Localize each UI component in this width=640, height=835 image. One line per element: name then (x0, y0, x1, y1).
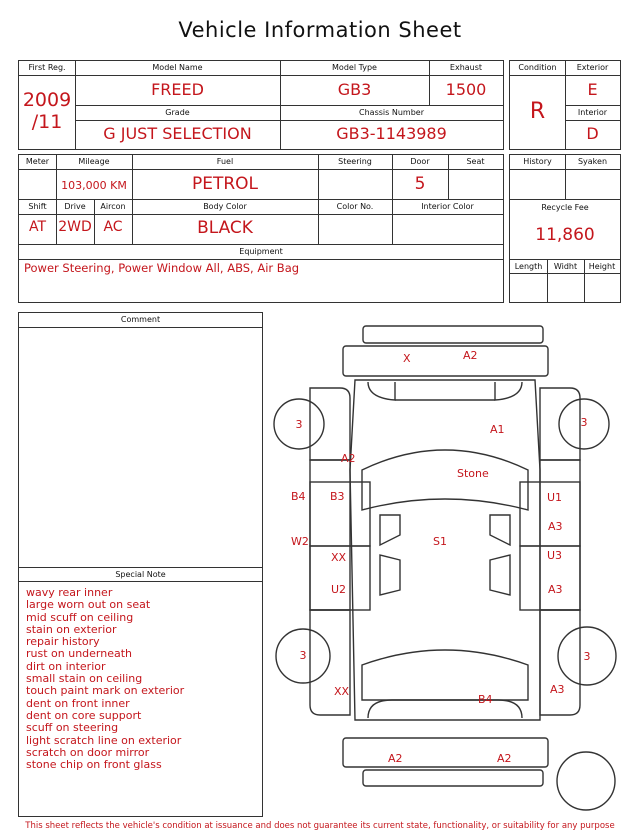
shift-label: Shift (28, 202, 47, 211)
sheet-title: Vehicle Information Sheet (178, 18, 462, 42)
grade-value: G JUST SELECTION (103, 124, 252, 143)
rear-right-quarter (540, 388, 580, 460)
aircon-label: Aircon (100, 202, 126, 211)
mark-left-xx-mid: XX (331, 551, 347, 564)
shift-value: AT (28, 219, 47, 235)
door-label: Door (410, 157, 430, 166)
aircon-value: AC (103, 219, 123, 235)
rear-bumper (343, 346, 548, 376)
interior-label: Interior (577, 108, 608, 117)
mileage-label: Mileage (78, 157, 110, 166)
syaken-label: Syaken (577, 157, 608, 166)
seat-label: Seat (466, 157, 485, 166)
mileage-value: 103,000 KM (61, 179, 127, 192)
door-value: 5 (414, 174, 426, 194)
front-bumper-bottom (363, 770, 543, 786)
mark-roof-stone: Stone (457, 467, 489, 480)
right-quarter-glass (490, 515, 510, 545)
chassis-number-label: Chassis Number (359, 108, 424, 117)
fuel-value: PETROL (191, 174, 259, 194)
exhaust-value: 1500 (445, 80, 487, 99)
tail-lamp-right (495, 382, 522, 400)
rear-window (362, 450, 528, 510)
car-damage-diagram (268, 318, 630, 818)
mark-rear-left-a2: A2 (341, 452, 356, 465)
special-note-item: rust on underneath (26, 647, 133, 661)
special-note-label: Special Note (115, 570, 166, 579)
model-type-value: GB3 (337, 80, 372, 99)
rear-left-quarter (310, 388, 350, 460)
special-note-item: wavy rear inner (26, 586, 113, 599)
special-note-item: scuff on steering (26, 721, 119, 735)
special-note-item: dent on front inner (26, 696, 130, 710)
mark-left-b4: B4 (291, 490, 306, 503)
special-note-item: touch paint mark on exterior (26, 684, 185, 698)
condition-value: R (529, 99, 546, 124)
first-reg-year: 2009 (22, 89, 72, 111)
mark-left-xx-front: XX (334, 685, 350, 698)
condition-table (509, 60, 621, 150)
special-note-item: light scratch line on exterior (26, 733, 182, 747)
body-color-value: BLACK (197, 218, 253, 238)
special-note-item: dirt on interior (26, 659, 106, 673)
equipment-value: Power Steering, Power Window All, ABS, Air Bag (24, 261, 300, 275)
mark-left-u2: U2 (331, 583, 347, 596)
special-note-item: large worn out on seat (26, 598, 151, 612)
color-no-label: Color No. (336, 202, 374, 211)
drive-value: 2WD (58, 219, 92, 235)
mark-wheel-fr: 3 (583, 650, 591, 663)
condition-label: Condition (518, 63, 557, 72)
hood (368, 700, 522, 718)
height-label: Height (588, 262, 616, 271)
special-note-item: scratch on door mirror (26, 745, 150, 759)
interior-color-label: Interior Color (421, 202, 474, 211)
mark-rear-glass-a1: A1 (490, 423, 505, 436)
steering-label: Steering (338, 157, 372, 166)
mark-wheel-fl: 3 (299, 649, 307, 662)
front-bumper (343, 738, 548, 767)
comment-panel (18, 312, 263, 817)
mark-left-b3: B3 (330, 490, 345, 503)
mark-right-a3-mid: A3 (548, 583, 563, 596)
mark-roof-s1: S1 (433, 535, 447, 548)
comment-label: Comment (120, 315, 161, 324)
right-side-glass (490, 555, 510, 595)
history-table (509, 154, 621, 303)
mark-right-a3-front: A3 (550, 683, 565, 696)
exterior-label: Exterior (576, 63, 609, 72)
special-note-item: mid scuff on ceiling (26, 610, 134, 624)
specs-table (18, 154, 504, 303)
recycle-fee-value: 11,860 (535, 225, 595, 245)
meter-label: Meter (25, 157, 50, 166)
mark-right-a3-upper: A3 (548, 520, 563, 533)
equipment-label: Equipment (239, 247, 283, 256)
special-note-item: stone chip on front glass (26, 758, 162, 772)
exhaust-label: Exhaust (449, 63, 483, 72)
interior-value: D (586, 124, 599, 143)
grade-label: Grade (165, 108, 190, 117)
disclaimer-footer: This sheet reflects the vehicle's condition at issuance and does not guarantee its current state, functionality, or suitability for any purpose (25, 821, 615, 831)
mark-rear-bumper-a2: A2 (463, 349, 478, 362)
mark-hood-b4: B4 (478, 693, 493, 706)
first-reg-label: First Reg. (28, 63, 66, 72)
exterior-value: E (587, 80, 598, 99)
model-name-value: FREED (151, 80, 204, 99)
windshield (362, 650, 528, 700)
length-label: Length (514, 262, 543, 271)
body-color-label: Body Color (203, 202, 247, 211)
body-outline (350, 380, 540, 720)
special-note-item: stain on exterior (26, 622, 117, 636)
width-label: Widht (553, 262, 578, 271)
special-note-item: dent on core support (26, 708, 142, 722)
first-reg-month: /11 (31, 111, 63, 133)
mark-wheel-rr: 3 (580, 416, 588, 429)
mark-right-u3: U3 (547, 549, 563, 562)
chassis-number-value: GB3-1143989 (336, 124, 447, 143)
fuel-label: Fuel (216, 157, 234, 166)
mark-left-w2: W2 (291, 535, 309, 548)
model-name-label: Model Name (152, 63, 203, 72)
mark-wheel-rl: 3 (295, 418, 303, 431)
special-note-list (26, 587, 258, 771)
history-label: History (523, 157, 552, 166)
drive-label: Drive (64, 202, 86, 211)
spare-wheel (557, 752, 615, 810)
left-quarter-glass (380, 515, 400, 545)
mark-front-bumper-a2-right: A2 (497, 752, 512, 765)
front-left-fender (310, 610, 350, 715)
mark-front-bumper-a2-left: A2 (388, 752, 403, 765)
mark-rear-bumper-x: X (403, 352, 411, 365)
recycle-fee-label: Recycle Fee (541, 203, 589, 212)
front-right-fender (540, 610, 580, 715)
special-note-item: small stain on ceiling (26, 672, 143, 686)
tail-lamp-left (368, 382, 395, 400)
mark-right-u1: U1 (547, 491, 563, 504)
model-type-label: Model Type (332, 63, 377, 72)
left-side-glass (380, 555, 400, 595)
vehicle-info-table (18, 60, 504, 150)
special-note-item: repair history (26, 635, 100, 649)
rear-bumper-top (363, 326, 543, 343)
